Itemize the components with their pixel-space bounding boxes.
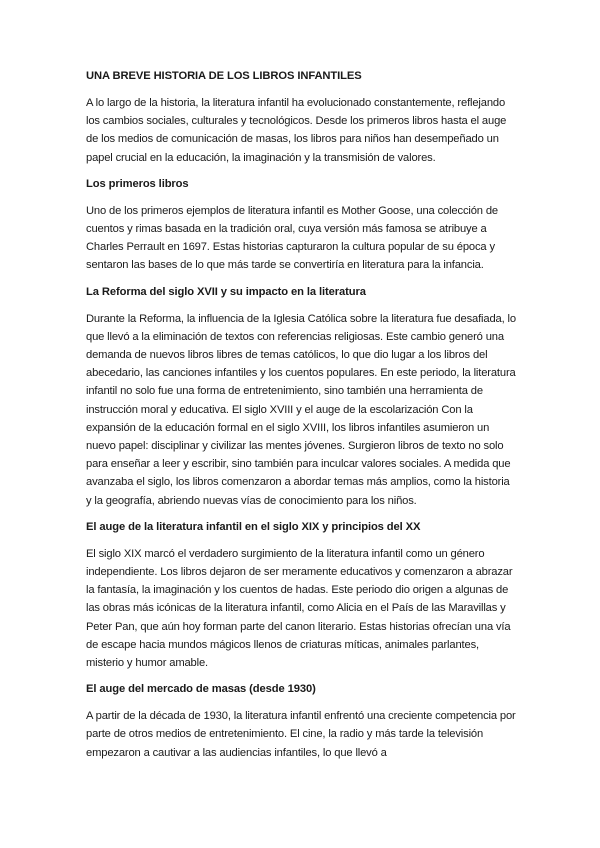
document-page <box>86 68 518 771</box>
document-title: UNA BREVE HISTORIA DE LOS LIBROS INFANTILES <box>86 70 362 82</box>
section-paragraph-siglo-xix: El siglo XIX marcó el verdadero surgimiento de la literatura infantil como un género independiente. Los libros dejaron de ser meramente educativos y comenzaron a abrazar la fantasía, la imaginación y los cuentos de hadas. Este periodo dio origen a algunas de las obras más icónicas de la literatura infantil, como Alicia en el País de las Maravillas y Peter Pan, que aún hoy forman parte del canon literario. Estas historias ofrecían una vía de escape hacia mundos mágicos llenos de criaturas míticas, animales parlantes, misterio y humor amable. <box>86 547 513 670</box>
section-heading-reforma: La Reforma del siglo XVII y su impacto en la literatura <box>86 285 366 298</box>
section-paragraph-mercado-masas: A partir de la década de 1930, la literatura infantil enfrentó una creciente competencia por parte de otros medios de entretenimiento. El cine, la radio y más tarde la televisión empezaron a cautivar a las audiencias infantiles, lo que llevó a <box>86 710 516 759</box>
intro-paragraph: A lo largo de la historia, la literatura infantil ha evolucionado constantemente, reflejando los cambios sociales, culturales y tecnológicos. Desde los primeros libros hasta el auge de los medios de comunicación de masas, los libros para niños han desempeñado un papel crucial en la educación, la imaginación y la transmisión de valores. <box>86 97 507 164</box>
section-paragraph-primeros-libros: Uno de los primeros ejemplos de literatura infantil es Mother Goose, una colección de cuentos y rimas basada en la tradición oral, cuya versión más famosa se atribuye a Charles Perrault en 1697. Estas historias capturaron la cultura popular de su época y sentaron las bases de lo que más tarde se convertiría en literatura para la infancia. <box>86 204 498 272</box>
section-heading-mercado-masas: El auge del mercado de masas (desde 1930) <box>86 683 316 696</box>
section-heading-primeros-libros: Los primeros libros <box>86 177 189 190</box>
section-paragraph-reforma: Durante la Reforma, la influencia de la Iglesia Católica sobre la literatura fue desafiada, lo que llevó a la eliminación de textos con referencias religiosas. Este cambio generó una demanda de nuevos libros libres de temas católicos, lo que dio lugar a los libros del abecedario, las canciones infantiles y los cuentos populares. En este periodo, la literatura infantil no solo fue una forma de entretenimiento, sino también una herramienta de instrucción moral y educativa. El siglo XVIII y el auge de la escolarización Con la expansión de la educación formal en el siglo XVIII, los libros infantiles asumieron un nuevo papel: disciplinar y civilizar las mentes jóvenes. Surgieron libros de texto no solo para enseñar a leer y escribir, sino también para inculcar valores sociales. A medida que avanzaba el siglo, los libros comenzaron a abordar temas más amplios, como la historia y la geografía, abriendo nuevas vías de conocimiento para los niños. <box>86 312 516 507</box>
section-heading-siglo-xix: El auge de la literatura infantil en el siglo XIX y principios del XX <box>86 520 421 533</box>
